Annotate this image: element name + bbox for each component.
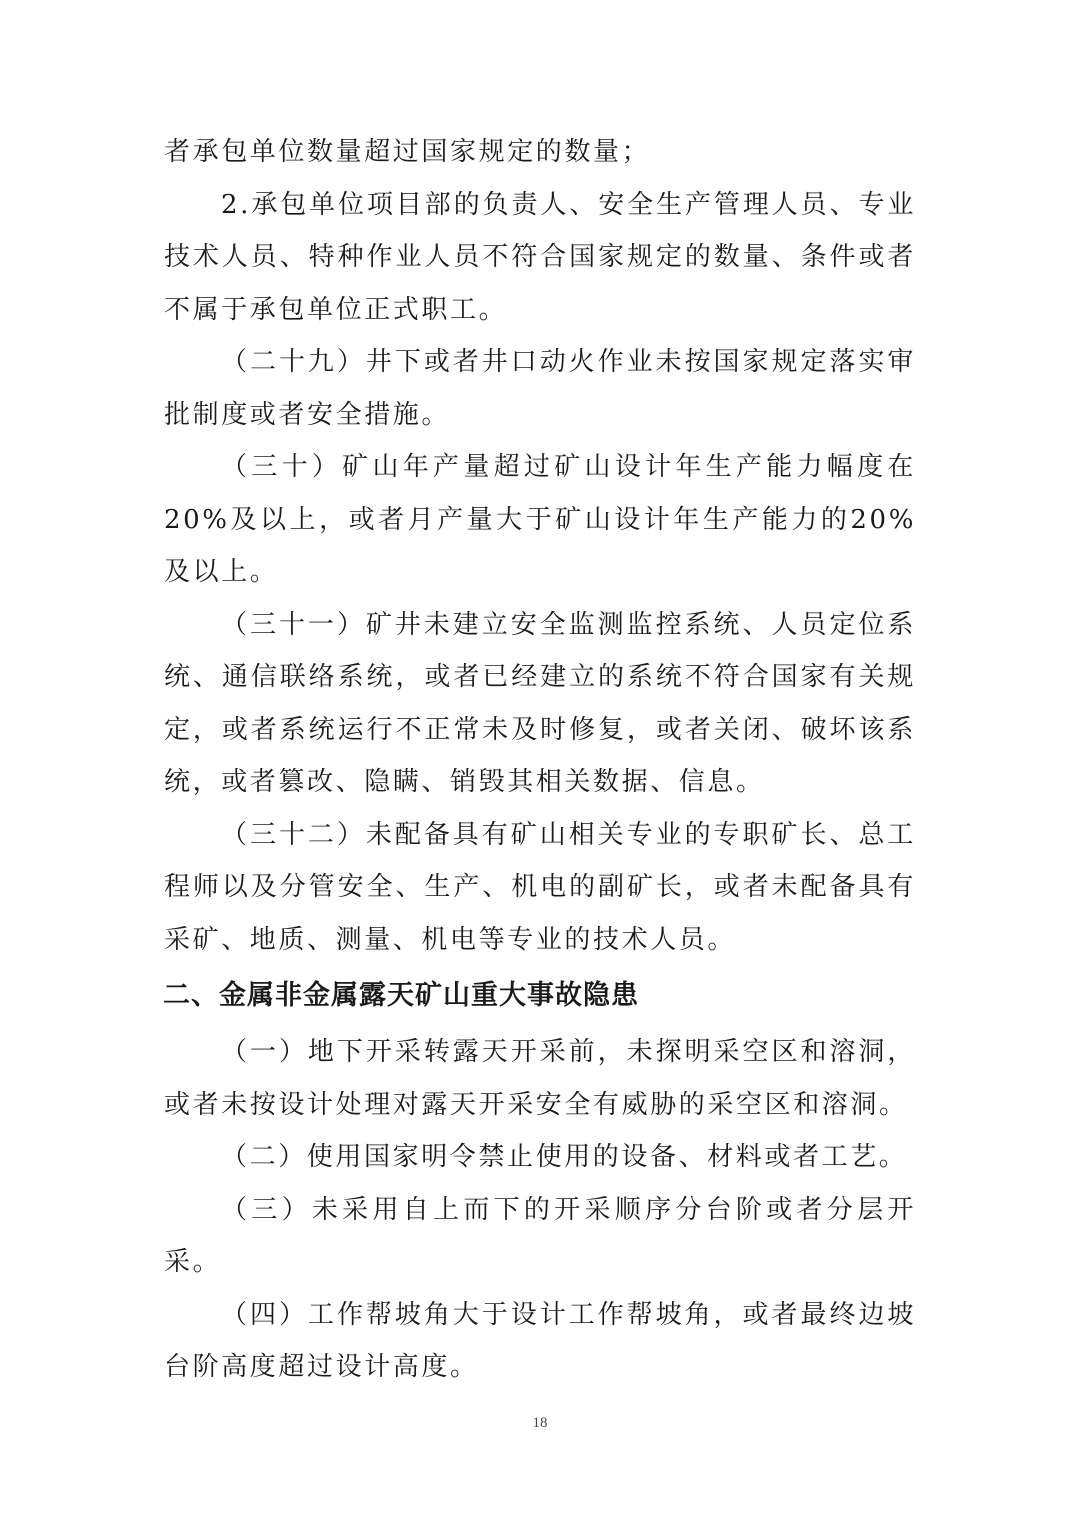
paragraph: 2.承包单位项目部的负责人、安全生产管理人员、专业技术人员、特种作业人员不符合国家规定的数量、条件或者不属于承包单位正式职工。 xyxy=(164,189,916,325)
paragraph: （二十九）井下或者井口动火作业未按国家规定落实审批制度或者安全措施。 xyxy=(164,347,916,430)
paragraph: （一）地下开采转露天开采前，未探明采空区和溶洞，或者未按设计处理对露天开采安全有威胁的采空区和溶洞。 xyxy=(164,1037,916,1120)
paragraph: （三）未采用自上而下的开采顺序分台阶或者分层开采。 xyxy=(164,1194,916,1277)
page-body xyxy=(164,126,916,1394)
section-heading: 二、金属非金属露天矿山重大事故隐患 xyxy=(163,980,639,1011)
paragraph: （三十）矿山年产量超过矿山设计年生产能力幅度在20%及以上，或者月产量大于矿山设计年生产能力的20%及以上。 xyxy=(164,452,916,587)
paragraph: （三十二）未配备具有矿山相关专业的专职矿长、总工程师以及分管安全、生产、机电的副矿长，或者未配备具有采矿、地质、测量、机电等专业的技术人员。 xyxy=(164,819,916,955)
paragraph: （三十一）矿井未建立安全监测监控系统、人员定位系统、通信联络系统，或者已经建立的系统不符合国家有关规定，或者系统运行不正常未及时修复，或者关闭、破坏该系统，或者篡改、隐瞒、销毁其相关数据、信息。 xyxy=(164,609,916,797)
paragraph: （二）使用国家明令禁止使用的设备、材料或者工艺。 xyxy=(221,1142,908,1172)
page-number: 18 xyxy=(532,1415,548,1431)
paragraph: （四）工作帮坡角大于设计工作帮坡角，或者最终边坡台阶高度超过设计高度。 xyxy=(164,1299,916,1382)
paragraph: 者承包单位数量超过国家规定的数量； xyxy=(164,137,651,167)
